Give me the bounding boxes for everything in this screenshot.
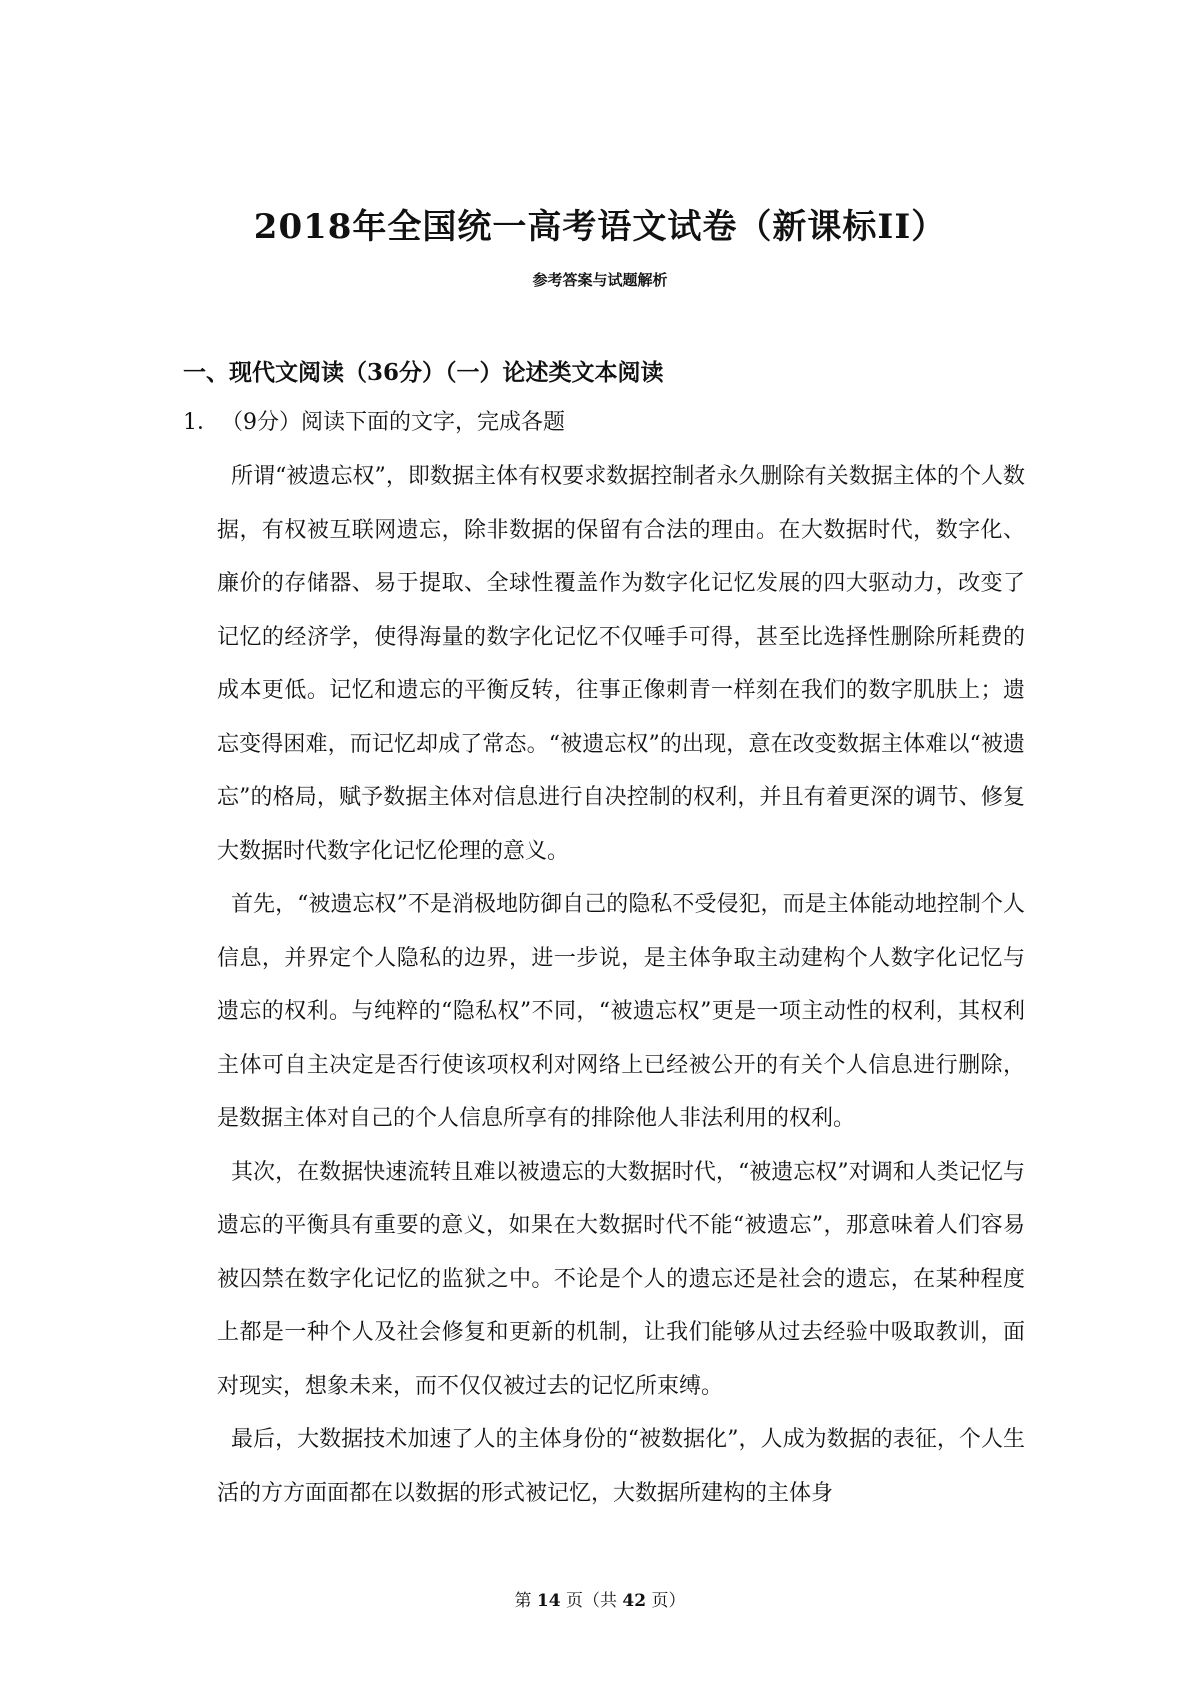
question-1 bbox=[183, 406, 565, 440]
footer-prefix: 第 bbox=[514, 1591, 532, 1611]
page-subtitle: 参考答案与试题解析 bbox=[532, 271, 668, 289]
page-footer bbox=[0, 1589, 1200, 1613]
footer-total-pages: 42 bbox=[622, 1591, 647, 1611]
passage-paragraph-1: 所谓“被遗忘权”，即数据主体有权要求数据控制者永久删除有关数据主体的个人数据，有权被互联网遗忘，除非数据的保留有合法的理由。在大数据时代，数字化、廉价的存储器、易于提取、全球性覆盖作为数字化记忆发展的四大驱动力，改变了记忆的经济学，使得海量的数字化记忆不仅唾手可得，甚至比选择性删除所耗费的成本更低。记忆和遗忘的平衡反转，往事正像刺青一样刻在我们的数字肌肤上；遗忘变得困难，而记忆却成了常态。“被遗忘权”的出现，意在改变数据主体难以“被遗忘”的格局，赋予数据主体对信息进行自决控制的权利，并且有着更深的调节、修复大数据时代数字化记忆伦理的意义。 bbox=[217, 464, 1025, 864]
question-number: 1． bbox=[183, 410, 219, 435]
passage-paragraph-2: 首先，“被遗忘权”不是消极地防御自己的隐私不受侵犯，而是主体能动地控制个人信息，并界定个人隐私的边界，进一步说，是主体争取主动建构个人数字化记忆与遗忘的权利。与纯粹的“隐私权”不同，“被遗忘权”更是一项主动性的权利，其权利主体可自主决定是否行使该项权利对网络上已经被公开的有关个人信息进行删除，是数据主体对自己的个人信息所享有的排除他人非法利用的权利。 bbox=[217, 892, 1025, 1131]
reading-passage bbox=[217, 450, 1025, 1520]
section-heading: 一、现代文阅读（36分）（一）论述类文本阅读 bbox=[183, 359, 664, 386]
page-title: 2018年全国统一高考语文试卷（新课标II） bbox=[253, 207, 947, 247]
passage-paragraph-4: 最后，大数据技术加速了人的主体身份的“被数据化”，人成为数据的表征，个人生活的方方面面都在以数据的形式被记忆，大数据所建构的主体身 bbox=[217, 1427, 1025, 1506]
passage-paragraph-3: 其次，在数据快速流转且难以被遗忘的大数据时代，“被遗忘权”对调和人类记忆与遗忘的平衡具有重要的意义，如果在大数据时代不能“被遗忘”，那意味着人们容易被囚禁在数字化记忆的监狱之中。不论是个人的遗忘还是社会的遗忘，在某种程度上都是一种个人及社会修复和更新的机制，让我们能够从过去经验中吸取教训，面对现实，想象未来，而不仅仅被过去的记忆所束缚。 bbox=[217, 1159, 1025, 1399]
footer-middle: 页（共 bbox=[566, 1591, 617, 1611]
question-prompt: （9分）阅读下面的文字，完成各题 bbox=[221, 410, 565, 435]
footer-current-page: 14 bbox=[536, 1591, 561, 1611]
footer-suffix: 页） bbox=[651, 1591, 686, 1611]
